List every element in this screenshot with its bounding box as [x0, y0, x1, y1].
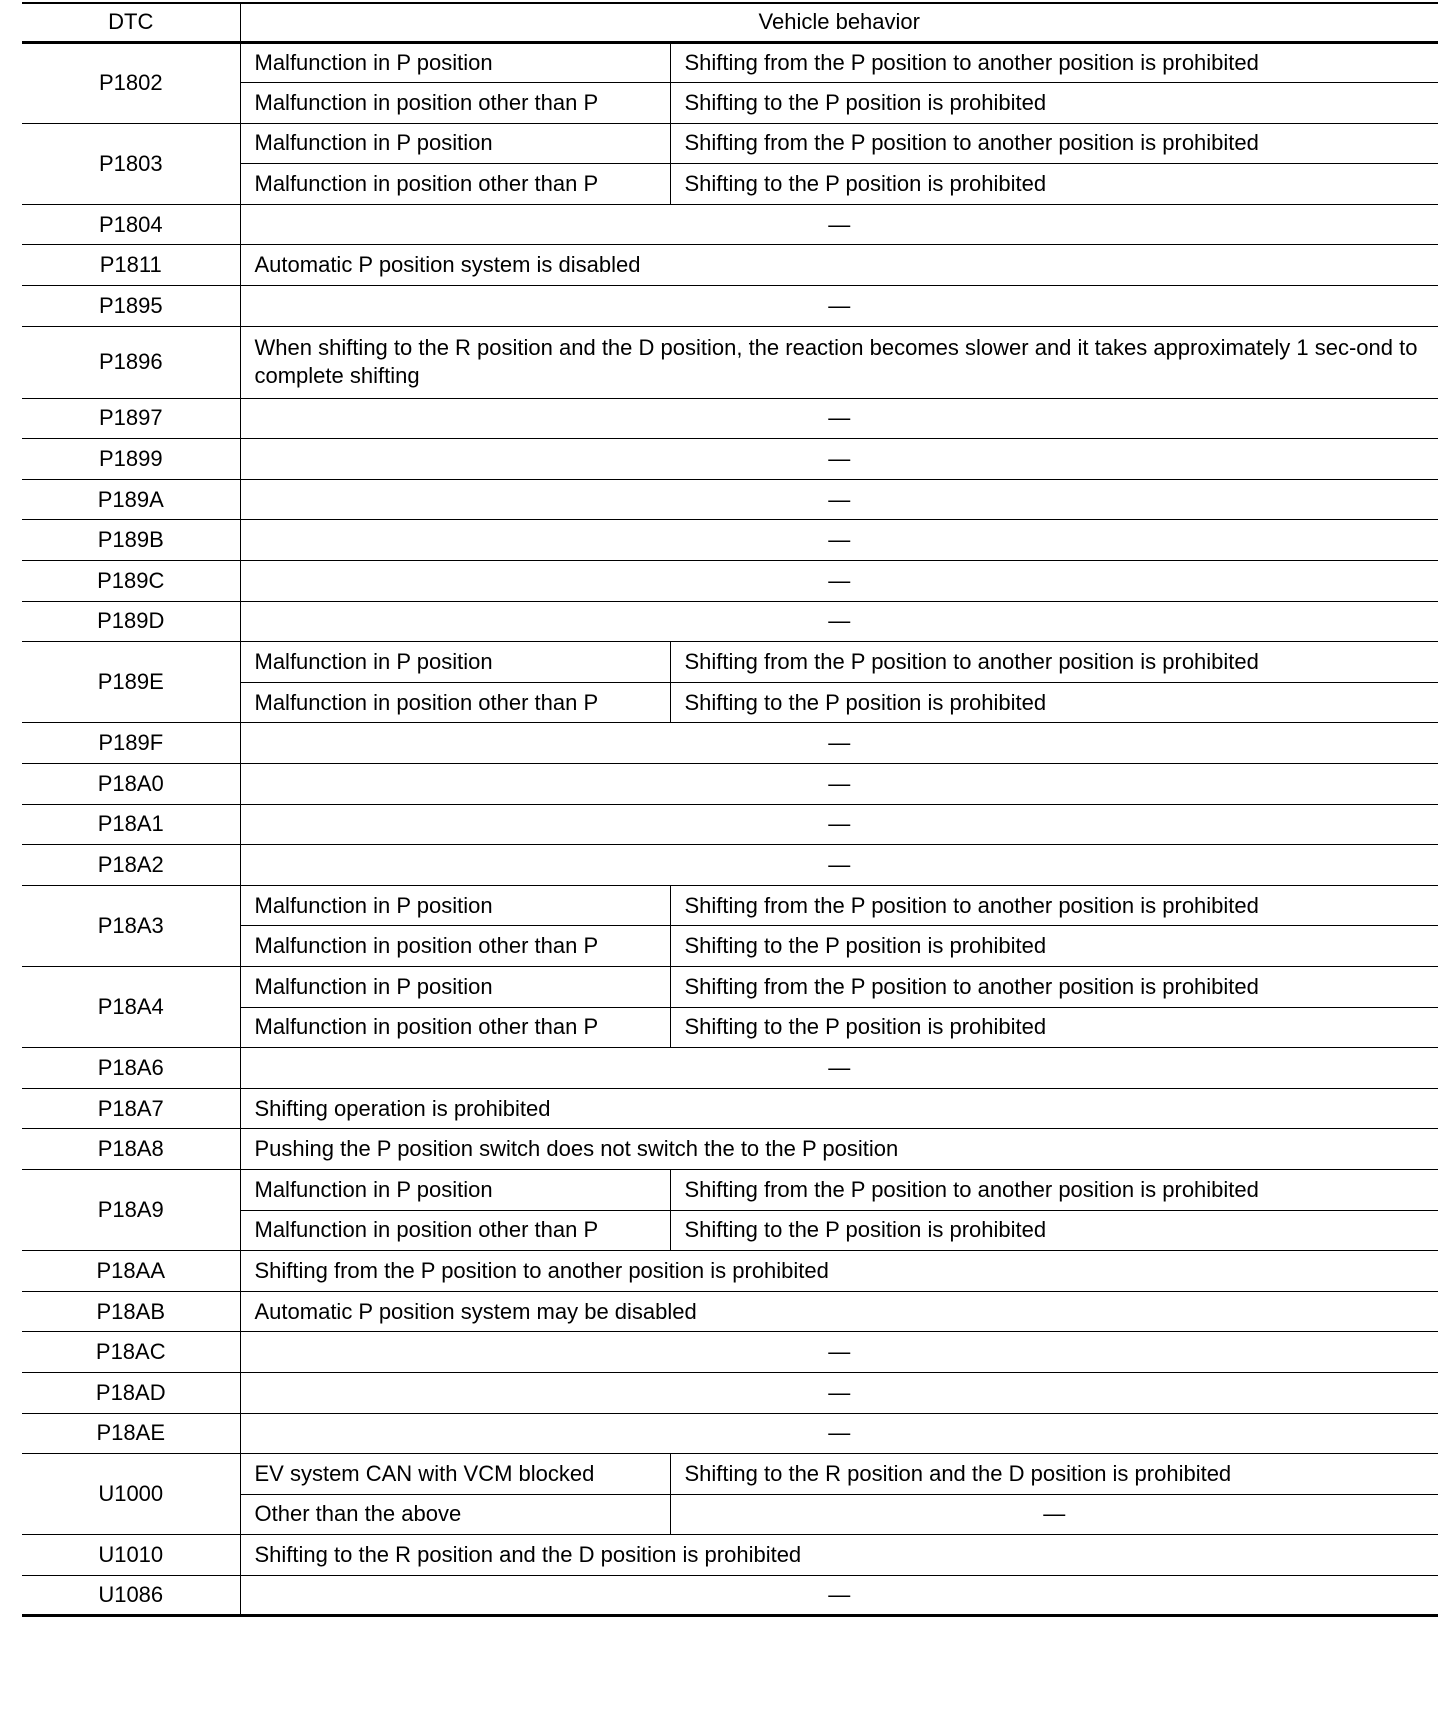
table-row — [22, 326, 1438, 398]
vehicle-behavior: — — [240, 764, 1438, 805]
malfunction-condition: Malfunction in position other than P — [240, 1007, 670, 1048]
vehicle-behavior: Shifting from the P position to another position is prohibited — [670, 123, 1438, 164]
table-row — [22, 966, 1438, 1007]
vehicle-behavior: Shifting to the P position is prohibited — [670, 83, 1438, 124]
dtc-code: P18A0 — [22, 764, 240, 805]
malfunction-condition: Malfunction in P position — [240, 966, 670, 1007]
dtc-code: P189C — [22, 561, 240, 602]
table-row — [22, 1048, 1438, 1089]
vehicle-behavior: Shifting operation is prohibited — [240, 1088, 1438, 1129]
vehicle-behavior: — — [240, 520, 1438, 561]
dtc-code: U1086 — [22, 1575, 240, 1616]
vehicle-behavior: Shifting to the R position and the D position is prohibited — [240, 1535, 1438, 1576]
dtc-code: P1895 — [22, 286, 240, 327]
dtc-code: P18AB — [22, 1291, 240, 1332]
table-row — [22, 1535, 1438, 1576]
table-row — [22, 1413, 1438, 1454]
vehicle-behavior: Shifting from the P position to another position is prohibited — [670, 42, 1438, 83]
dtc-code: P18AA — [22, 1251, 240, 1292]
table-row — [22, 561, 1438, 602]
table-row — [22, 1332, 1438, 1373]
malfunction-condition: Malfunction in position other than P — [240, 164, 670, 205]
vehicle-behavior: — — [670, 1494, 1438, 1535]
vehicle-behavior: Shifting from the P position to another position is prohibited — [670, 1169, 1438, 1210]
malfunction-condition: Malfunction in P position — [240, 123, 670, 164]
vehicle-behavior: — — [240, 398, 1438, 439]
table-row — [22, 520, 1438, 561]
malfunction-condition: Malfunction in P position — [240, 42, 670, 83]
malfunction-condition: Malfunction in position other than P — [240, 1210, 670, 1251]
malfunction-condition: Malfunction in position other than P — [240, 83, 670, 124]
dtc-code: P189A — [22, 479, 240, 520]
vehicle-behavior: — — [240, 845, 1438, 886]
table-row — [22, 479, 1438, 520]
vehicle-behavior: — — [240, 204, 1438, 245]
malfunction-condition: Malfunction in position other than P — [240, 926, 670, 967]
vehicle-behavior: Shifting from the P position to another position is prohibited — [670, 885, 1438, 926]
vehicle-behavior: Shifting from the P position to another position is prohibited — [240, 1251, 1438, 1292]
vehicle-behavior: — — [240, 1413, 1438, 1454]
dtc-code: P18AE — [22, 1413, 240, 1454]
dtc-code: P1804 — [22, 204, 240, 245]
vehicle-behavior: — — [240, 286, 1438, 327]
vehicle-behavior: — — [240, 1372, 1438, 1413]
dtc-code: P1899 — [22, 439, 240, 480]
dtc-code: P18A8 — [22, 1129, 240, 1170]
dtc-code: P1803 — [22, 123, 240, 204]
vehicle-behavior: — — [240, 439, 1438, 480]
vehicle-behavior: — — [240, 479, 1438, 520]
dtc-code: U1000 — [22, 1454, 240, 1535]
header-dtc: DTC — [22, 3, 240, 42]
table-row — [22, 601, 1438, 642]
table-row — [22, 885, 1438, 926]
vehicle-behavior: Shifting to the R position and the D position is prohibited — [670, 1454, 1438, 1495]
dtc-code: P189F — [22, 723, 240, 764]
vehicle-behavior: — — [240, 561, 1438, 602]
vehicle-behavior: — — [240, 1332, 1438, 1373]
dtc-code: P1897 — [22, 398, 240, 439]
dtc-code: P18A1 — [22, 804, 240, 845]
table-row — [22, 1291, 1438, 1332]
dtc-code: U1010 — [22, 1535, 240, 1576]
table-row — [22, 398, 1438, 439]
table-row — [22, 1372, 1438, 1413]
table-row — [22, 642, 1438, 683]
table-row — [22, 439, 1438, 480]
dtc-code: P18A7 — [22, 1088, 240, 1129]
dtc-code: P1811 — [22, 245, 240, 286]
malfunction-condition: Malfunction in P position — [240, 642, 670, 683]
header-vehicle-behavior: Vehicle behavior — [240, 3, 1438, 42]
vehicle-behavior: Automatic P position system is disabled — [240, 245, 1438, 286]
dtc-code: P18A9 — [22, 1169, 240, 1250]
malfunction-condition: Other than the above — [240, 1494, 670, 1535]
vehicle-behavior: Shifting to the P position is prohibited — [670, 1007, 1438, 1048]
vehicle-behavior: — — [240, 804, 1438, 845]
dtc-code: P18A6 — [22, 1048, 240, 1089]
malfunction-condition: Malfunction in position other than P — [240, 682, 670, 723]
dtc-code: P1896 — [22, 326, 240, 398]
malfunction-condition: EV system CAN with VCM blocked — [240, 1454, 670, 1495]
vehicle-behavior: When shifting to the R position and the D position, the reaction becomes slower and it takes approximately 1 sec-ond to complete shifting — [240, 326, 1438, 398]
vehicle-behavior: — — [240, 1048, 1438, 1089]
vehicle-behavior: Shifting from the P position to another position is prohibited — [670, 966, 1438, 1007]
vehicle-behavior: Shifting to the P position is prohibited — [670, 164, 1438, 205]
table-row — [22, 245, 1438, 286]
table-row — [22, 123, 1438, 164]
vehicle-behavior: Automatic P position system may be disabled — [240, 1291, 1438, 1332]
table-row — [22, 1169, 1438, 1210]
table-body — [22, 42, 1438, 1616]
table-row — [22, 1454, 1438, 1495]
table-row — [22, 804, 1438, 845]
vehicle-behavior: — — [240, 723, 1438, 764]
vehicle-behavior: Shifting to the P position is prohibited — [670, 682, 1438, 723]
dtc-code: P1802 — [22, 42, 240, 123]
vehicle-behavior: — — [240, 1575, 1438, 1616]
dtc-code: P18A2 — [22, 845, 240, 886]
vehicle-behavior: — — [240, 601, 1438, 642]
table-row — [22, 42, 1438, 83]
table-row — [22, 764, 1438, 805]
table-row — [22, 723, 1438, 764]
malfunction-condition: Malfunction in P position — [240, 1169, 670, 1210]
table-row — [22, 1251, 1438, 1292]
table-row — [22, 286, 1438, 327]
dtc-code: P189D — [22, 601, 240, 642]
dtc-code: P18A4 — [22, 966, 240, 1047]
dtc-code: P18A3 — [22, 885, 240, 966]
vehicle-behavior: Shifting to the P position is prohibited — [670, 926, 1438, 967]
table-row — [22, 1575, 1438, 1616]
table-row — [22, 1129, 1438, 1170]
vehicle-behavior: Shifting from the P position to another position is prohibited — [670, 642, 1438, 683]
table-row — [22, 845, 1438, 886]
dtc-code: P189B — [22, 520, 240, 561]
table-row — [22, 204, 1438, 245]
malfunction-condition: Malfunction in P position — [240, 885, 670, 926]
dtc-code: P18AC — [22, 1332, 240, 1373]
table-row — [22, 1088, 1438, 1129]
vehicle-behavior: Pushing the P position switch does not switch the to the P position — [240, 1129, 1438, 1170]
dtc-vehicle-behavior-table — [22, 2, 1438, 1617]
dtc-code: P18AD — [22, 1372, 240, 1413]
dtc-code: P189E — [22, 642, 240, 723]
header-row — [22, 3, 1438, 42]
vehicle-behavior: Shifting to the P position is prohibited — [670, 1210, 1438, 1251]
